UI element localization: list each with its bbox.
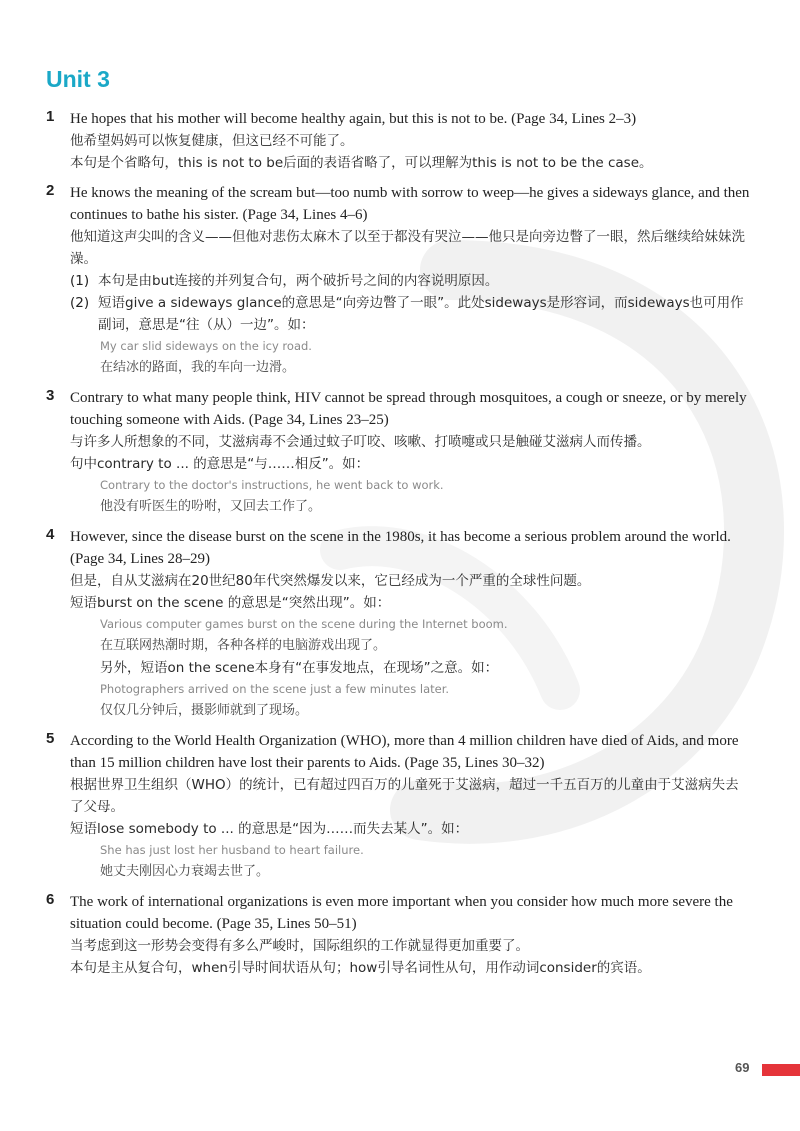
note-item-2 [46,182,752,379]
notes-list [46,108,752,987]
translation: 他知道这声尖叫的含义——但他对悲伤太麻木了以至于都没有哭泣——他只是向旁边瞥了一眼，然后继续给妹妹洗澡。 [70,229,745,267]
item-number: 6 [46,891,55,908]
example-translation: 仅仅几分钟后，摄影师就到了现场。 [100,703,309,718]
example-sentence: Contrary to the doctor's instructions, he went back to work. [100,478,444,492]
item-number: 5 [46,730,55,747]
note-item-6 [46,891,752,979]
source-sentence: The work of international organizations is even more important when you consider how much more severe the situation could become. (Page 35, Lines 50–51) [70,894,733,932]
item-number: 1 [46,108,55,125]
explanation: 句中contrary to ... 的意思是“与……相反”。如： [70,456,370,472]
explanation: 本句是主从复合句，when引导时间状语从句；how引导名词性从句，用作动词consider的宾语。 [70,960,651,976]
explanation: 短语lose somebody to ... 的意思是“因为……而失去某人”。如： [70,821,469,837]
sub-point-text: 本句是由but连接的并列复合句，两个破折号之间的内容说明原因。 [98,273,499,289]
example-translation: 在互联网热潮时期，各种各样的电脑游戏出现了。 [100,638,387,653]
source-sentence: Contrary to what many people think, HIV cannot be spread through mosquitoes, a cough or sneeze, or by merely touching someone with Aids. (Page 34, Lines 23–25) [70,390,747,428]
unit-title: Unit 3 [46,66,110,92]
translation: 但是，自从艾滋病在20世纪80年代突然爆发以来，它已经成为一个严重的全球性问题。 [70,573,591,589]
example-translation: 他没有听医生的吩咐，又回去工作了。 [100,499,322,514]
example-translation: 在结冰的路面，我的车向一边滑。 [100,360,296,375]
sub-point-label: (2) [70,295,90,311]
note-item-4 [46,526,752,722]
item-number: 4 [46,526,55,543]
source-sentence: He hopes that his mother will become healthy again, but this is not to be. (Page 34, Lines 2–3) [70,111,637,127]
additional-explanation: 另外，短语on the scene本身有“在事发地点，在现场”之意。如： [100,660,499,676]
example-sentence: My car slid sideways on the icy road. [100,339,312,353]
translation: 根据世界卫生组织（WHO）的统计，已有超过四百万的儿童死于艾滋病，超过一千五百万的儿童由于艾滋病失去了父母。 [70,777,739,815]
sub-point-2 [70,292,752,379]
example-translation: 她丈夫刚因心力衰竭去世了。 [100,864,270,879]
page-number: 69 [735,1060,750,1075]
example-sentence: Photographers arrived on the scene just a few minutes later. [100,682,450,696]
source-sentence: However, since the disease burst on the scene in the 1980s, it has become a serious problem around the world. (Page 34, Lines 28–29) [70,529,731,567]
sub-point-label: (1) [70,273,90,289]
source-sentence: According to the World Health Organization (WHO), more than 4 million children have died of Aids, and more than 15 million children have lost their parents to Aids. (Page 35, Lines 30–32) [70,733,739,771]
explanation: 本句是个省略句，this is not to be后面的表语省略了，可以理解为this is not to be the case。 [70,155,653,171]
note-item-1 [46,108,752,174]
translation: 当考虑到这一形势会变得有多么严峻时，国际组织的工作就显得更加重要了。 [70,938,529,954]
translation: 与许多人所想象的不同，艾滋病毒不会通过蚊子叮咬、咳嗽、打喷嚏或只是触碰艾滋病人而传播。 [70,434,651,450]
item-number: 3 [46,387,55,404]
item-number: 2 [46,182,55,199]
translation: 他希望妈妈可以恢复健康，但这已经不可能了。 [70,133,354,149]
page-number-bar [762,1064,800,1076]
explanation: 短语burst on the scene 的意思是“突然出现”。如： [70,595,391,611]
example-sentence: She has just lost her husband to heart failure. [100,843,364,857]
example-sentence: Various computer games burst on the scene during the Internet boom. [100,617,508,631]
sub-point-text: 短语give a sideways glance的意思是“向旁边瞥了一眼”。此处sideways是形容词，而sideways也可用作副词，意思是“往（从）一边”。如： [98,295,744,333]
note-item-5 [46,730,752,883]
sub-point-1 [70,270,752,292]
note-item-3 [46,387,752,518]
source-sentence: He knows the meaning of the scream but—too numb with sorrow to weep—he gives a sideways glance, and then continues to bathe his sister. (Page 34, Lines 4–6) [70,185,750,223]
